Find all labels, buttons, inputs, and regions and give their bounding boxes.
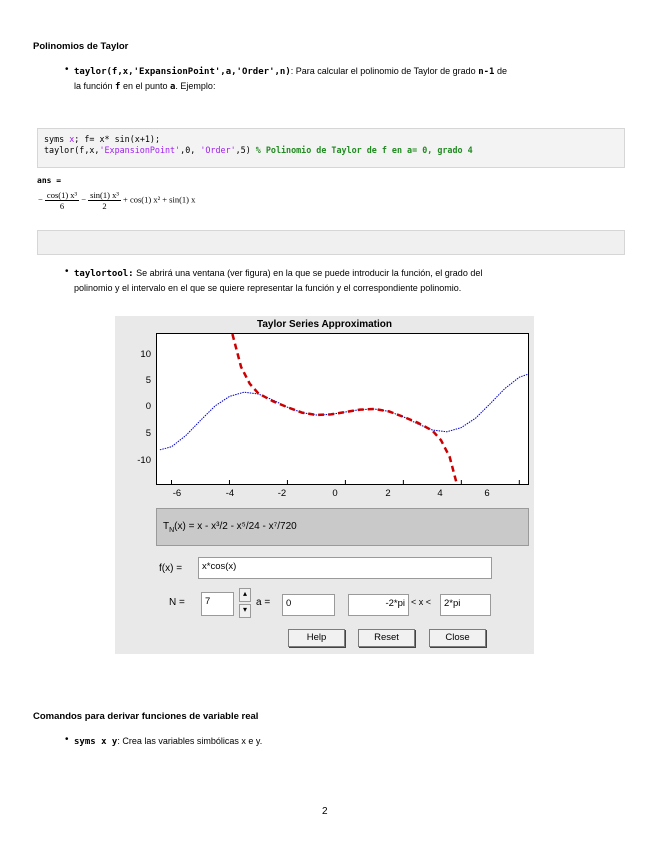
reset-button[interactable]: Reset <box>358 629 415 647</box>
x-tick-label: 2 <box>385 488 391 499</box>
taylor-chart <box>157 334 528 484</box>
taylor-code-a: a <box>170 82 176 92</box>
code-line-1: syms x; f= x* sin(x+1); <box>44 134 160 144</box>
y-tick-label: 10 <box>140 349 151 360</box>
result-expression: − $\frac{\text{cos(1) x³}}{6}$ − $\frac{\text{sin(1) x³}}{2}$ + cos(1) x² + sin(1) x <box>38 190 196 211</box>
y-tick-label: 5 <box>145 375 151 386</box>
taylortool-window <box>115 316 534 654</box>
taylor-code: taylor(f,x,'ExpansionPoint',a,'Order',n) <box>74 67 291 77</box>
empty-code-cell <box>37 230 625 255</box>
section-heading-taylor: Polinomios de Taylor <box>33 41 129 52</box>
taylor-line2-b: en el punto <box>120 81 170 91</box>
bullet-taylortool-description: taylortool: Se abrirá una ventana (ver figura) en la que se puede introducir la función, el grado del polinomio y el intervalo en el que se quiere representar la función y el correspondiente polinomio. <box>74 268 483 293</box>
bullet-dot: • <box>65 266 69 277</box>
code-block <box>37 128 625 168</box>
plot-title: Taylor Series Approximation <box>256 319 393 330</box>
y-tick-label: -10 <box>137 455 151 466</box>
x-tick-label: 0 <box>332 488 338 499</box>
x-tick-label: -6 <box>172 488 182 499</box>
bullet-dot: • <box>65 734 69 745</box>
function-label: f(x) = <box>159 563 183 574</box>
taylor-code-f: f <box>115 82 121 92</box>
x-tick-label: -2 <box>277 488 287 499</box>
result-fraction-1: $\frac{\text{cos(1) x³}}{6}$ <box>46 190 78 211</box>
order-label: N = <box>169 597 185 608</box>
expansion-point-label: a = <box>256 597 271 608</box>
taylor-line2-c: . Ejemplo: <box>175 81 216 91</box>
x-tick-label: 4 <box>437 488 443 499</box>
taylor-line2-a: la función <box>74 81 116 91</box>
ans-label: ans = <box>37 176 62 185</box>
bullet-syms-description: syms x y: Crea las variables simbólicas x e y. <box>74 736 263 747</box>
result-fraction-2: $\frac{\text{sin(1) x³}}{2}$ <box>90 190 119 211</box>
code-line-2: taylor(f,x,'ExpansionPoint',0, 'Order',5) % Polinomio de Taylor de f en a= 0, grado 4 <box>44 145 473 155</box>
taylor-code-n: n-1 <box>478 67 495 77</box>
taylor-text-b: de <box>494 66 507 76</box>
close-button[interactable]: Close <box>429 629 486 647</box>
order-increment-button[interactable]: ▴ <box>239 588 251 602</box>
order-decrement-button[interactable]: ▾ <box>239 604 251 618</box>
bullet-dot: • <box>65 64 69 75</box>
x-tick-label: -4 <box>225 488 235 499</box>
x-tick-label: 6 <box>484 488 490 499</box>
bullet-taylor-description <box>74 64 634 94</box>
function-input[interactable]: x*cos(x) <box>198 557 492 579</box>
help-button[interactable]: Help <box>288 629 345 647</box>
taylor-text-a: : Para calcular el polinomio de Taylor de grado <box>290 66 479 76</box>
taylor-polynomial-curve <box>232 334 458 484</box>
function-curve <box>160 374 528 450</box>
taylortool-code: taylortool: <box>74 269 134 279</box>
interval-label: < x < <box>411 597 432 607</box>
page-number: 2 <box>322 806 328 817</box>
expansion-point-input[interactable]: 0 <box>282 594 335 616</box>
x-max-input[interactable]: 2*pi <box>440 594 491 616</box>
x-min-input[interactable]: -2*pi <box>348 594 409 616</box>
section-heading-derivar: Comandos para derivar funciones de variable real <box>33 711 259 722</box>
order-input[interactable]: 7 <box>201 592 234 616</box>
taylor-formula-display: $T_N(x) = x - x^3/2 - x^5/24 - x^7/720$ <box>156 508 529 546</box>
y-tick-label: 5 <box>145 428 151 439</box>
y-tick-label: 0 <box>145 401 151 412</box>
plot-area <box>156 333 529 485</box>
